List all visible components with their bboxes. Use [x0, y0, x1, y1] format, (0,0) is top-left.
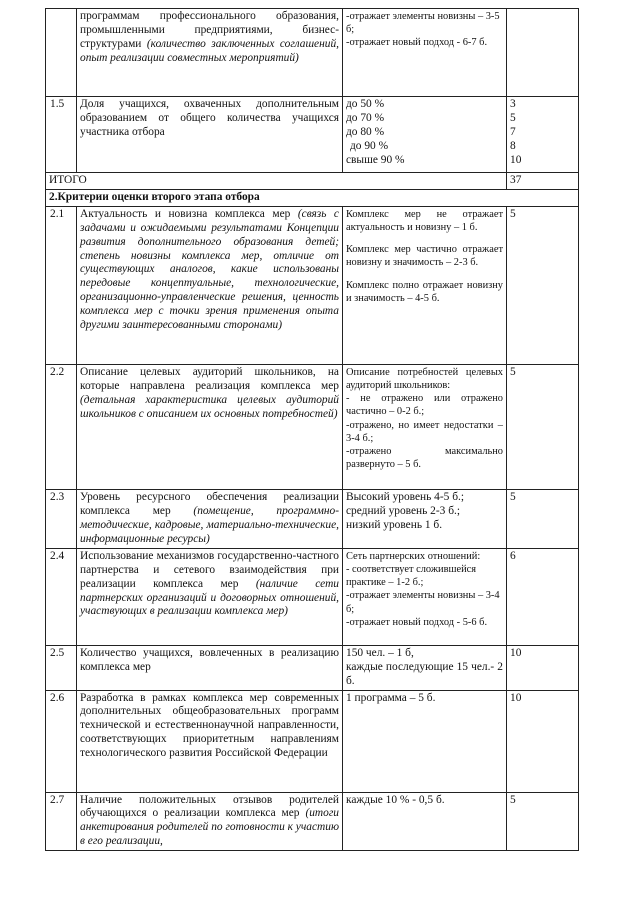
- cell-criterion: [77, 9, 343, 97]
- table-row-2-3: [46, 489, 579, 548]
- criterion-note: (помещение, программно-методические, кадровые, материально-технические, информационные ресурсы): [80, 504, 339, 545]
- criteria-table: [45, 8, 579, 851]
- cell-criterion: Количество учащихся, вовлеченных в реализацию комплекса мер: [77, 645, 343, 690]
- cell-num: 2.7: [46, 792, 77, 851]
- cell-scale: 1 программа – 5 б.: [343, 690, 507, 792]
- points-line: 3: [510, 98, 516, 110]
- cell-scale: каждые 10 % - 0,5 б.: [343, 792, 507, 851]
- scale-line: Высокий уровень 4-5 б.;: [346, 490, 465, 503]
- points-line: 7: [510, 125, 516, 138]
- criterion-text: Наличие положительных отзывов родителей обучающихся о реализации комплекса мер: [80, 793, 339, 820]
- scale-line: Сеть партнерских отношений:: [346, 550, 481, 562]
- scale-line: -отражает новый подход - 6-7 б.: [346, 37, 488, 49]
- scale-line: до 70 %: [346, 111, 385, 124]
- points-line: 10: [510, 153, 522, 166]
- table-row-2-7: [46, 792, 579, 851]
- scale-line: каждые последующие 15 чел.- 2 б.: [346, 660, 503, 687]
- cell-criterion: [77, 548, 343, 645]
- total-label: ИТОГО: [46, 173, 507, 190]
- scale-line: низкий уровень 1 б.: [346, 518, 443, 531]
- cell-criterion: [77, 364, 343, 489]
- cell-num: 2.6: [46, 690, 77, 792]
- scale-line: 150 чел. – 1 б,: [346, 646, 414, 659]
- cell-scale: [343, 97, 507, 173]
- scale-line: -отражает новый подход - 5-6 б.: [346, 616, 488, 628]
- criterion-note: (итоги анкетирования родителей по готовности к участию в его реализации,: [80, 807, 339, 848]
- table-row-total: [46, 173, 579, 190]
- cell-scale: [343, 364, 507, 489]
- scale-line: - соответствует сложившейся практике – 1-2 б.;: [346, 564, 477, 589]
- cell-scale: [343, 548, 507, 645]
- table-row-2-4: [46, 548, 579, 645]
- table-row-1-5: [46, 97, 579, 173]
- cell-scale: [343, 489, 507, 548]
- points-line: 8: [510, 139, 516, 152]
- cell-num: 2.1: [46, 206, 77, 364]
- criterion-text: Описание целевых аудиторий школьников, на которые направлена реализация комплекса мер: [80, 365, 339, 392]
- points-line: 5: [510, 111, 516, 124]
- cell-num: [46, 9, 77, 97]
- criterion-text: Использование механизмов государственно-частного партнерства и сетевого взаимодействия при реализации комплекса мер: [80, 549, 339, 590]
- section-header-row: [46, 189, 579, 206]
- cell-num: 2.2: [46, 364, 77, 489]
- scale-line: -отражено, но имеет недостатки – 3-4 б.;: [346, 419, 503, 444]
- scale-line: Комплекс мер частично отражает новизну и значимость – 2-3 б.: [346, 244, 503, 269]
- scale-line: Комплекс мер не отражает актуальность и новизну – 1 б.: [346, 208, 503, 234]
- criterion-text: программам профессионального образования, промышленными предприятиями, бизнес-структурами: [80, 10, 339, 50]
- cell-num: 2.5: [46, 645, 77, 690]
- cell-criterion: Разработка в рамках комплекса мер современных дополнительных общеобразовательных программ технической и естественнонаучной направленности, соответствующих приоритетным направлениям технологического развития Российской Федерации: [77, 690, 343, 792]
- cell-scale: [343, 645, 507, 690]
- table-row-2-2: [46, 364, 579, 489]
- scale-line: средний уровень 2-3 б.;: [346, 504, 461, 517]
- scale-line: до 50 %: [346, 98, 385, 110]
- cell-points: 5: [507, 206, 579, 364]
- total-value: 37: [507, 173, 579, 190]
- cell-points: 5: [507, 792, 579, 851]
- scale-line: свыше 90 %: [346, 153, 405, 166]
- cell-scale: [343, 206, 507, 364]
- table-row-2-5: [46, 645, 579, 690]
- scale-line: до 90 %: [350, 139, 389, 152]
- criterion-note: (связь с задачами и ожидаемыми результатами Концепции развития дополнительного образования детей; степень новизны комплекса мер, отличие от существующих аналогов, какие использованы передовые концептуальные, технологические, организационно-управленческие решения, ценность комплекса мер с точки зрения применения опыта другими заинтересованными сторонами): [80, 207, 339, 332]
- cell-points: 5: [507, 489, 579, 548]
- table-row-continued: [46, 9, 579, 97]
- cell-criterion: Доля учащихся, охваченных дополнительным образованием от общего количества учащихся участника отбора: [77, 97, 343, 173]
- section-title: 2.Критерии оценки второго этапа отбора: [46, 189, 579, 206]
- table-row-2-6: [46, 690, 579, 792]
- cell-points: 6: [507, 548, 579, 645]
- criterion-note: (количество заключенных соглашений, опыт реализации совместных мероприятий): [80, 37, 339, 64]
- cell-points: 10: [507, 690, 579, 792]
- criterion-note: (наличие сети партнерских организаций и договорных отношений, участвующих в реализации комплекса мер): [80, 577, 339, 618]
- scale-line: до 80 %: [346, 125, 385, 138]
- criterion-text: Актуальность и новизна комплекса мер: [80, 207, 291, 220]
- scale-line: -отражено максимально развернуто – 5 б.: [346, 446, 503, 471]
- cell-criterion: [77, 206, 343, 364]
- cell-criterion: [77, 792, 343, 851]
- table-row-2-1: [46, 206, 579, 364]
- cell-points: [507, 9, 579, 97]
- criterion-note: (детальная характеристика целевых аудиторий школьников с описанием их основных потребностей): [80, 393, 339, 420]
- cell-num: 1.5: [46, 97, 77, 173]
- cell-points: 10: [507, 645, 579, 690]
- scale-line: Описание потребностей целевых аудиторий школьников:: [346, 366, 503, 392]
- cell-num: 2.4: [46, 548, 77, 645]
- scale-line: -отражает элементы новизны – 3-4 б;: [346, 590, 500, 615]
- cell-points: 5: [507, 364, 579, 489]
- cell-points: [507, 97, 579, 173]
- scale-line: - не отражено или отражено частично – 0-2 б.;: [346, 393, 503, 418]
- cell-num: 2.3: [46, 489, 77, 548]
- cell-scale: [343, 9, 507, 97]
- cell-criterion: [77, 489, 343, 548]
- scale-line: Комплекс полно отражает новизну и значимость – 4-5 б.: [346, 279, 503, 304]
- scale-line: -отражает элементы новизны – 3-5 б;: [346, 11, 500, 36]
- criterion-text: Уровень ресурсного обеспечения реализации комплекса мер: [80, 490, 339, 517]
